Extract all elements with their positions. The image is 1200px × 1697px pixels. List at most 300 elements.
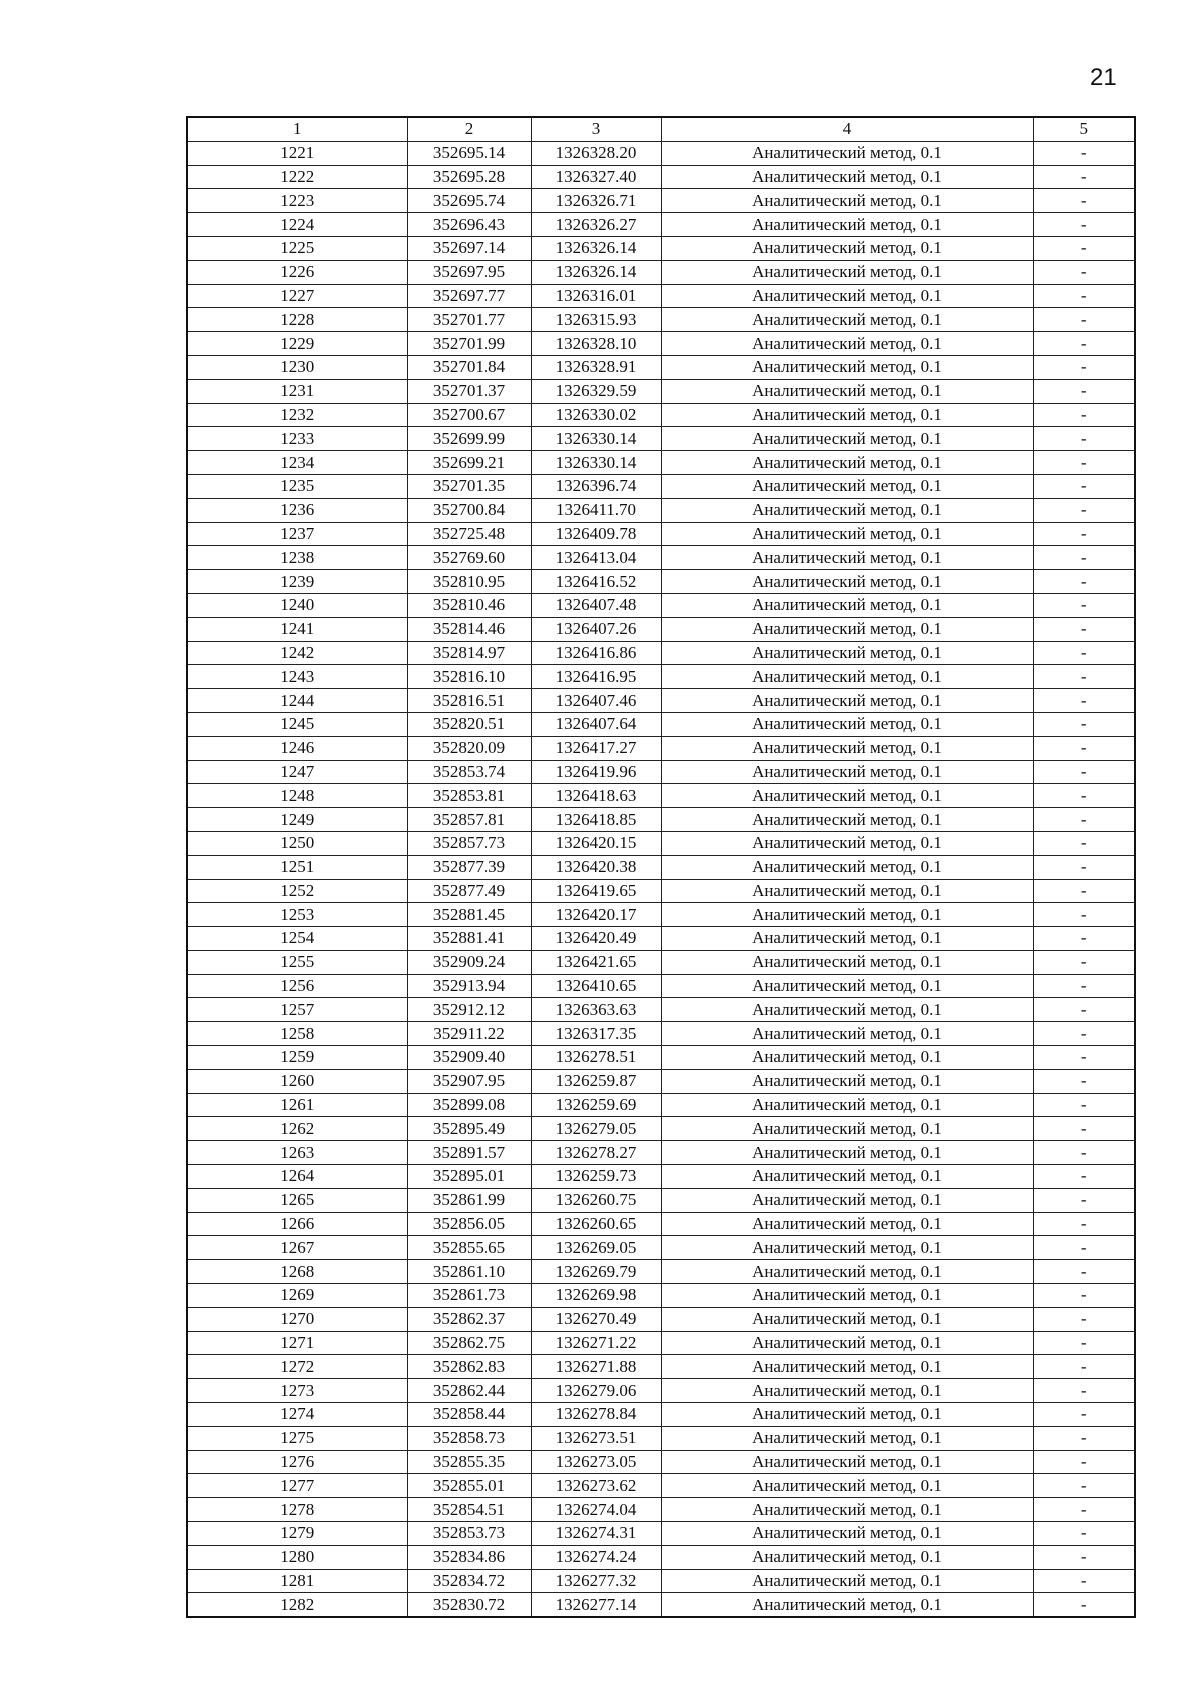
method-cell: Аналитический метод, 0.1 <box>661 570 1033 594</box>
note-cell: - <box>1033 1498 1135 1522</box>
point-number-cell: 1279 <box>187 1522 407 1546</box>
note-cell: - <box>1033 165 1135 189</box>
x-coordinate-cell: 352816.51 <box>407 689 531 713</box>
note-cell: - <box>1033 1403 1135 1427</box>
point-number-cell: 1252 <box>187 879 407 903</box>
x-coordinate-cell: 352877.39 <box>407 855 531 879</box>
note-cell: - <box>1033 1165 1135 1189</box>
x-coordinate-cell: 352810.95 <box>407 570 531 594</box>
method-cell: Аналитический метод, 0.1 <box>661 760 1033 784</box>
note-cell: - <box>1033 213 1135 237</box>
x-coordinate-cell: 352899.08 <box>407 1093 531 1117</box>
point-number-cell: 1276 <box>187 1450 407 1474</box>
table-row <box>187 855 1135 879</box>
table-row <box>187 1426 1135 1450</box>
y-coordinate-cell: 1326269.79 <box>531 1260 661 1284</box>
x-coordinate-cell: 352895.01 <box>407 1165 531 1189</box>
note-cell: - <box>1033 617 1135 641</box>
note-cell: - <box>1033 189 1135 213</box>
point-number-cell: 1248 <box>187 784 407 808</box>
table-header <box>187 117 1135 141</box>
table-row <box>187 927 1135 951</box>
point-number-cell: 1232 <box>187 403 407 427</box>
x-coordinate-cell: 352858.44 <box>407 1403 531 1427</box>
table-row <box>187 784 1135 808</box>
table-row <box>187 736 1135 760</box>
x-coordinate-cell: 352820.09 <box>407 736 531 760</box>
point-number-cell: 1259 <box>187 1046 407 1070</box>
note-cell: - <box>1033 1117 1135 1141</box>
method-cell: Аналитический метод, 0.1 <box>661 1474 1033 1498</box>
table-row <box>187 213 1135 237</box>
method-cell: Аналитический метод, 0.1 <box>661 879 1033 903</box>
table-row <box>187 1593 1135 1617</box>
x-coordinate-cell: 352857.73 <box>407 831 531 855</box>
note-cell: - <box>1033 403 1135 427</box>
table-row <box>187 284 1135 308</box>
note-cell: - <box>1033 1212 1135 1236</box>
point-number-cell: 1225 <box>187 236 407 260</box>
note-cell: - <box>1033 1593 1135 1617</box>
note-cell: - <box>1033 570 1135 594</box>
point-number-cell: 1266 <box>187 1212 407 1236</box>
note-cell: - <box>1033 236 1135 260</box>
point-number-cell: 1240 <box>187 593 407 617</box>
note-cell: - <box>1033 1450 1135 1474</box>
method-cell: Аналитический метод, 0.1 <box>661 332 1033 356</box>
x-coordinate-cell: 352854.51 <box>407 1498 531 1522</box>
point-number-cell: 1261 <box>187 1093 407 1117</box>
x-coordinate-cell: 352857.81 <box>407 808 531 832</box>
note-cell: - <box>1033 332 1135 356</box>
table-row <box>187 1284 1135 1308</box>
note-cell: - <box>1033 593 1135 617</box>
table-row <box>187 332 1135 356</box>
y-coordinate-cell: 1326259.69 <box>531 1093 661 1117</box>
header-col-4: 4 <box>661 117 1033 141</box>
note-cell: - <box>1033 1522 1135 1546</box>
page-number: 21 <box>1090 64 1117 91</box>
y-coordinate-cell: 1326279.05 <box>531 1117 661 1141</box>
method-cell: Аналитический метод, 0.1 <box>661 593 1033 617</box>
note-cell: - <box>1033 736 1135 760</box>
table-row <box>187 1165 1135 1189</box>
point-number-cell: 1227 <box>187 284 407 308</box>
table-row <box>187 974 1135 998</box>
y-coordinate-cell: 1326407.46 <box>531 689 661 713</box>
header-col-5: 5 <box>1033 117 1135 141</box>
y-coordinate-cell: 1326326.71 <box>531 189 661 213</box>
y-coordinate-cell: 1326279.06 <box>531 1379 661 1403</box>
note-cell: - <box>1033 1188 1135 1212</box>
method-cell: Аналитический метод, 0.1 <box>661 284 1033 308</box>
y-coordinate-cell: 1326269.05 <box>531 1236 661 1260</box>
note-cell: - <box>1033 546 1135 570</box>
note-cell: - <box>1033 284 1135 308</box>
note-cell: - <box>1033 950 1135 974</box>
table-row <box>187 379 1135 403</box>
y-coordinate-cell: 1326417.27 <box>531 736 661 760</box>
method-cell: Аналитический метод, 0.1 <box>661 736 1033 760</box>
table-row <box>187 1331 1135 1355</box>
table-row <box>187 260 1135 284</box>
y-coordinate-cell: 1326409.78 <box>531 522 661 546</box>
y-coordinate-cell: 1326416.95 <box>531 665 661 689</box>
x-coordinate-cell: 352895.49 <box>407 1117 531 1141</box>
table-row <box>187 998 1135 1022</box>
x-coordinate-cell: 352862.83 <box>407 1355 531 1379</box>
method-cell: Аналитический метод, 0.1 <box>661 855 1033 879</box>
table-row <box>187 522 1135 546</box>
note-cell: - <box>1033 998 1135 1022</box>
table-row <box>187 1236 1135 1260</box>
note-cell: - <box>1033 522 1135 546</box>
y-coordinate-cell: 1326274.24 <box>531 1545 661 1569</box>
y-coordinate-cell: 1326328.20 <box>531 141 661 165</box>
table-row <box>187 1141 1135 1165</box>
x-coordinate-cell: 352814.97 <box>407 641 531 665</box>
note-cell: - <box>1033 927 1135 951</box>
y-coordinate-cell: 1326418.63 <box>531 784 661 808</box>
note-cell: - <box>1033 355 1135 379</box>
y-coordinate-cell: 1326260.75 <box>531 1188 661 1212</box>
point-number-cell: 1272 <box>187 1355 407 1379</box>
y-coordinate-cell: 1326411.70 <box>531 498 661 522</box>
point-number-cell: 1243 <box>187 665 407 689</box>
method-cell: Аналитический метод, 0.1 <box>661 403 1033 427</box>
x-coordinate-cell: 352881.45 <box>407 903 531 927</box>
table-row <box>187 546 1135 570</box>
x-coordinate-cell: 352700.84 <box>407 498 531 522</box>
table-row <box>187 1379 1135 1403</box>
point-number-cell: 1277 <box>187 1474 407 1498</box>
table-row <box>187 1450 1135 1474</box>
point-number-cell: 1235 <box>187 474 407 498</box>
x-coordinate-cell: 352701.37 <box>407 379 531 403</box>
note-cell: - <box>1033 1260 1135 1284</box>
table-row <box>187 236 1135 260</box>
point-number-cell: 1233 <box>187 427 407 451</box>
table-row <box>187 879 1135 903</box>
note-cell: - <box>1033 712 1135 736</box>
method-cell: Аналитический метод, 0.1 <box>661 308 1033 332</box>
y-coordinate-cell: 1326407.48 <box>531 593 661 617</box>
method-cell: Аналитический метод, 0.1 <box>661 1284 1033 1308</box>
point-number-cell: 1274 <box>187 1403 407 1427</box>
method-cell: Аналитический метод, 0.1 <box>661 379 1033 403</box>
point-number-cell: 1263 <box>187 1141 407 1165</box>
x-coordinate-cell: 352909.24 <box>407 950 531 974</box>
table-body <box>187 141 1135 1617</box>
method-cell: Аналитический метод, 0.1 <box>661 1236 1033 1260</box>
method-cell: Аналитический метод, 0.1 <box>661 1498 1033 1522</box>
header-col-2: 2 <box>407 117 531 141</box>
y-coordinate-cell: 1326396.74 <box>531 474 661 498</box>
table-row <box>187 1545 1135 1569</box>
x-coordinate-cell: 352695.14 <box>407 141 531 165</box>
point-number-cell: 1262 <box>187 1117 407 1141</box>
table-row <box>187 1355 1135 1379</box>
method-cell: Аналитический метод, 0.1 <box>661 1307 1033 1331</box>
point-number-cell: 1281 <box>187 1569 407 1593</box>
y-coordinate-cell: 1326270.49 <box>531 1307 661 1331</box>
y-coordinate-cell: 1326330.02 <box>531 403 661 427</box>
y-coordinate-cell: 1326259.73 <box>531 1165 661 1189</box>
method-cell: Аналитический метод, 0.1 <box>661 1046 1033 1070</box>
method-cell: Аналитический метод, 0.1 <box>661 808 1033 832</box>
x-coordinate-cell: 352816.10 <box>407 665 531 689</box>
y-coordinate-cell: 1326413.04 <box>531 546 661 570</box>
point-number-cell: 1238 <box>187 546 407 570</box>
method-cell: Аналитический метод, 0.1 <box>661 617 1033 641</box>
method-cell: Аналитический метод, 0.1 <box>661 260 1033 284</box>
point-number-cell: 1249 <box>187 808 407 832</box>
point-number-cell: 1239 <box>187 570 407 594</box>
method-cell: Аналитический метод, 0.1 <box>661 1212 1033 1236</box>
note-cell: - <box>1033 1569 1135 1593</box>
x-coordinate-cell: 352695.74 <box>407 189 531 213</box>
y-coordinate-cell: 1326407.26 <box>531 617 661 641</box>
table-row <box>187 1069 1135 1093</box>
x-coordinate-cell: 352862.44 <box>407 1379 531 1403</box>
x-coordinate-cell: 352861.99 <box>407 1188 531 1212</box>
note-cell: - <box>1033 1545 1135 1569</box>
y-coordinate-cell: 1326273.51 <box>531 1426 661 1450</box>
point-number-cell: 1221 <box>187 141 407 165</box>
method-cell: Аналитический метод, 0.1 <box>661 498 1033 522</box>
x-coordinate-cell: 352769.60 <box>407 546 531 570</box>
point-number-cell: 1267 <box>187 1236 407 1260</box>
table-row <box>187 1498 1135 1522</box>
note-cell: - <box>1033 1426 1135 1450</box>
y-coordinate-cell: 1326274.31 <box>531 1522 661 1546</box>
method-cell: Аналитический метод, 0.1 <box>661 355 1033 379</box>
y-coordinate-cell: 1326328.91 <box>531 355 661 379</box>
x-coordinate-cell: 352810.46 <box>407 593 531 617</box>
method-cell: Аналитический метод, 0.1 <box>661 1069 1033 1093</box>
table-row <box>187 1046 1135 1070</box>
x-coordinate-cell: 352881.41 <box>407 927 531 951</box>
y-coordinate-cell: 1326330.14 <box>531 427 661 451</box>
note-cell: - <box>1033 308 1135 332</box>
x-coordinate-cell: 352856.05 <box>407 1212 531 1236</box>
point-number-cell: 1244 <box>187 689 407 713</box>
method-cell: Аналитический метод, 0.1 <box>661 1331 1033 1355</box>
y-coordinate-cell: 1326271.22 <box>531 1331 661 1355</box>
method-cell: Аналитический метод, 0.1 <box>661 451 1033 475</box>
point-number-cell: 1228 <box>187 308 407 332</box>
note-cell: - <box>1033 689 1135 713</box>
point-number-cell: 1273 <box>187 1379 407 1403</box>
note-cell: - <box>1033 641 1135 665</box>
table-row <box>187 665 1135 689</box>
point-number-cell: 1226 <box>187 260 407 284</box>
note-cell: - <box>1033 1141 1135 1165</box>
note-cell: - <box>1033 665 1135 689</box>
method-cell: Аналитический метод, 0.1 <box>661 1141 1033 1165</box>
table-row <box>187 1307 1135 1331</box>
x-coordinate-cell: 352853.73 <box>407 1522 531 1546</box>
method-cell: Аналитический метод, 0.1 <box>661 641 1033 665</box>
y-coordinate-cell: 1326326.14 <box>531 236 661 260</box>
method-cell: Аналитический метод, 0.1 <box>661 1569 1033 1593</box>
x-coordinate-cell: 352697.14 <box>407 236 531 260</box>
point-number-cell: 1241 <box>187 617 407 641</box>
method-cell: Аналитический метод, 0.1 <box>661 1117 1033 1141</box>
point-number-cell: 1264 <box>187 1165 407 1189</box>
x-coordinate-cell: 352725.48 <box>407 522 531 546</box>
y-coordinate-cell: 1326326.27 <box>531 213 661 237</box>
point-number-cell: 1230 <box>187 355 407 379</box>
table-row <box>187 189 1135 213</box>
method-cell: Аналитический метод, 0.1 <box>661 427 1033 451</box>
note-cell: - <box>1033 808 1135 832</box>
x-coordinate-cell: 352834.72 <box>407 1569 531 1593</box>
table-row <box>187 1522 1135 1546</box>
method-cell: Аналитический метод, 0.1 <box>661 1403 1033 1427</box>
note-cell: - <box>1033 498 1135 522</box>
method-cell: Аналитический метод, 0.1 <box>661 927 1033 951</box>
point-number-cell: 1254 <box>187 927 407 951</box>
table-row <box>187 950 1135 974</box>
note-cell: - <box>1033 427 1135 451</box>
table-row <box>187 593 1135 617</box>
x-coordinate-cell: 352701.84 <box>407 355 531 379</box>
y-coordinate-cell: 1326363.63 <box>531 998 661 1022</box>
x-coordinate-cell: 352830.72 <box>407 1593 531 1617</box>
point-number-cell: 1250 <box>187 831 407 855</box>
y-coordinate-cell: 1326273.62 <box>531 1474 661 1498</box>
y-coordinate-cell: 1326326.14 <box>531 260 661 284</box>
x-coordinate-cell: 352697.95 <box>407 260 531 284</box>
table-row <box>187 165 1135 189</box>
y-coordinate-cell: 1326273.05 <box>531 1450 661 1474</box>
point-number-cell: 1224 <box>187 213 407 237</box>
y-coordinate-cell: 1326416.52 <box>531 570 661 594</box>
note-cell: - <box>1033 760 1135 784</box>
point-number-cell: 1255 <box>187 950 407 974</box>
point-number-cell: 1234 <box>187 451 407 475</box>
method-cell: Аналитический метод, 0.1 <box>661 903 1033 927</box>
point-number-cell: 1275 <box>187 1426 407 1450</box>
method-cell: Аналитический метод, 0.1 <box>661 1545 1033 1569</box>
x-coordinate-cell: 352701.35 <box>407 474 531 498</box>
x-coordinate-cell: 352697.77 <box>407 284 531 308</box>
x-coordinate-cell: 352912.12 <box>407 998 531 1022</box>
method-cell: Аналитический метод, 0.1 <box>661 1522 1033 1546</box>
method-cell: Аналитический метод, 0.1 <box>661 712 1033 736</box>
method-cell: Аналитический метод, 0.1 <box>661 1593 1033 1617</box>
method-cell: Аналитический метод, 0.1 <box>661 1379 1033 1403</box>
note-cell: - <box>1033 1069 1135 1093</box>
note-cell: - <box>1033 855 1135 879</box>
y-coordinate-cell: 1326420.38 <box>531 855 661 879</box>
y-coordinate-cell: 1326421.65 <box>531 950 661 974</box>
y-coordinate-cell: 1326419.65 <box>531 879 661 903</box>
point-number-cell: 1246 <box>187 736 407 760</box>
table-row <box>187 355 1135 379</box>
point-number-cell: 1268 <box>187 1260 407 1284</box>
table-row <box>187 1117 1135 1141</box>
method-cell: Аналитический метод, 0.1 <box>661 189 1033 213</box>
x-coordinate-cell: 352913.94 <box>407 974 531 998</box>
method-cell: Аналитический метод, 0.1 <box>661 998 1033 1022</box>
method-cell: Аналитический метод, 0.1 <box>661 213 1033 237</box>
table-row <box>187 1474 1135 1498</box>
note-cell: - <box>1033 879 1135 903</box>
method-cell: Аналитический метод, 0.1 <box>661 1188 1033 1212</box>
y-coordinate-cell: 1326419.96 <box>531 760 661 784</box>
table-row <box>187 903 1135 927</box>
x-coordinate-cell: 352909.40 <box>407 1046 531 1070</box>
method-cell: Аналитический метод, 0.1 <box>661 1165 1033 1189</box>
note-cell: - <box>1033 474 1135 498</box>
method-cell: Аналитический метод, 0.1 <box>661 1355 1033 1379</box>
table-row <box>187 1260 1135 1284</box>
note-cell: - <box>1033 1093 1135 1117</box>
point-number-cell: 1247 <box>187 760 407 784</box>
y-coordinate-cell: 1326271.88 <box>531 1355 661 1379</box>
x-coordinate-cell: 352855.35 <box>407 1450 531 1474</box>
table-row <box>187 451 1135 475</box>
x-coordinate-cell: 352699.21 <box>407 451 531 475</box>
table-row <box>187 474 1135 498</box>
note-cell: - <box>1033 903 1135 927</box>
point-number-cell: 1251 <box>187 855 407 879</box>
point-number-cell: 1245 <box>187 712 407 736</box>
table-row <box>187 617 1135 641</box>
x-coordinate-cell: 352861.10 <box>407 1260 531 1284</box>
y-coordinate-cell: 1326277.14 <box>531 1593 661 1617</box>
note-cell: - <box>1033 831 1135 855</box>
method-cell: Аналитический метод, 0.1 <box>661 1093 1033 1117</box>
point-number-cell: 1236 <box>187 498 407 522</box>
table-row <box>187 1188 1135 1212</box>
y-coordinate-cell: 1326329.59 <box>531 379 661 403</box>
method-cell: Аналитический метод, 0.1 <box>661 974 1033 998</box>
y-coordinate-cell: 1326330.14 <box>531 451 661 475</box>
note-cell: - <box>1033 1474 1135 1498</box>
point-number-cell: 1237 <box>187 522 407 546</box>
note-cell: - <box>1033 1236 1135 1260</box>
y-coordinate-cell: 1326259.87 <box>531 1069 661 1093</box>
table-row <box>187 427 1135 451</box>
table-row <box>187 1212 1135 1236</box>
point-number-cell: 1253 <box>187 903 407 927</box>
method-cell: Аналитический метод, 0.1 <box>661 1260 1033 1284</box>
x-coordinate-cell: 352699.99 <box>407 427 531 451</box>
method-cell: Аналитический метод, 0.1 <box>661 522 1033 546</box>
table-row <box>187 403 1135 427</box>
y-coordinate-cell: 1326269.98 <box>531 1284 661 1308</box>
x-coordinate-cell: 352814.46 <box>407 617 531 641</box>
y-coordinate-cell: 1326278.51 <box>531 1046 661 1070</box>
y-coordinate-cell: 1326328.10 <box>531 332 661 356</box>
note-cell: - <box>1033 1307 1135 1331</box>
table-row <box>187 831 1135 855</box>
x-coordinate-cell: 352853.74 <box>407 760 531 784</box>
table-row <box>187 570 1135 594</box>
table-row <box>187 808 1135 832</box>
point-number-cell: 1271 <box>187 1331 407 1355</box>
table-row <box>187 1022 1135 1046</box>
x-coordinate-cell: 352701.77 <box>407 308 531 332</box>
y-coordinate-cell: 1326407.64 <box>531 712 661 736</box>
y-coordinate-cell: 1326316.01 <box>531 284 661 308</box>
point-number-cell: 1258 <box>187 1022 407 1046</box>
coordinates-table <box>186 116 1136 1618</box>
y-coordinate-cell: 1326327.40 <box>531 165 661 189</box>
